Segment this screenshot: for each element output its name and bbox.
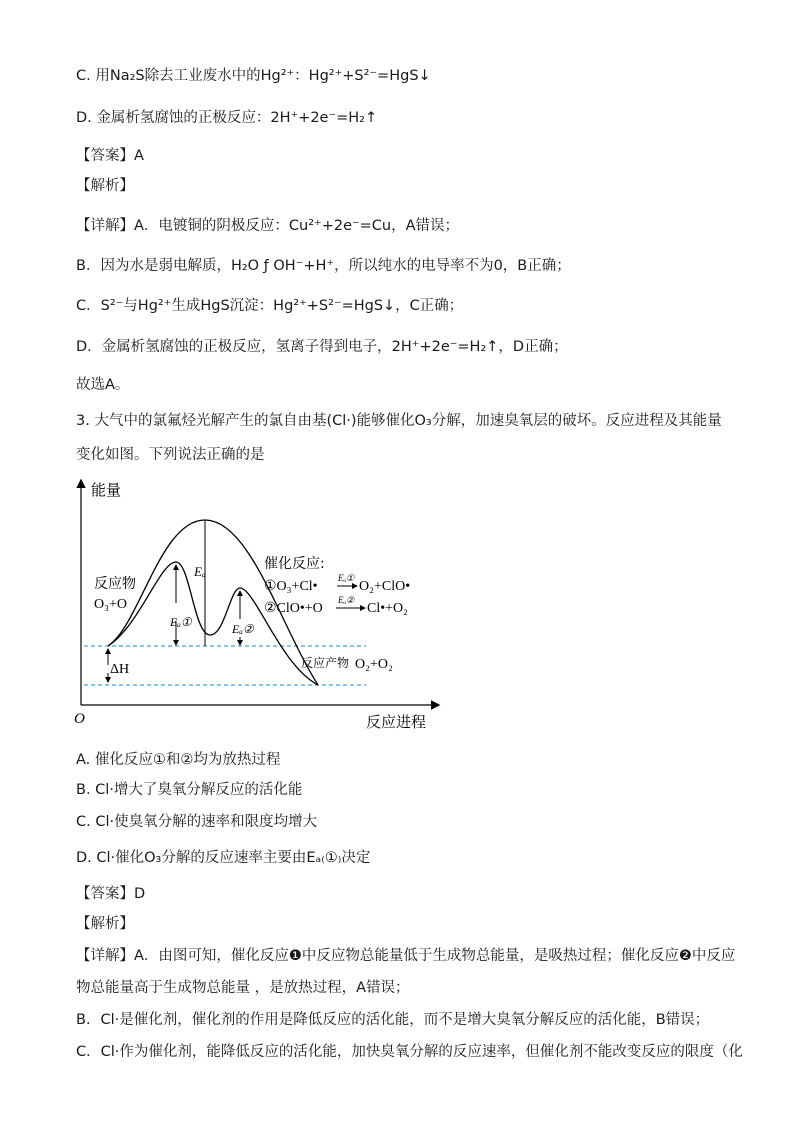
question-2-option-d: D. 金属析氢腐蚀的正极反应：2H⁺+2e⁻=H₂↑ xyxy=(76,110,378,126)
ea1-label: Eₐ① xyxy=(170,615,192,629)
analysis-label-2: 【解析】 xyxy=(76,178,134,194)
origin-label: O xyxy=(74,711,85,727)
ea-label: Eₐ xyxy=(194,564,206,579)
question-3-stem-line-1: 3. 大气中的氯氟烃光解产生的氯自由基(Cl·)能够催化O₃分解，加速臭氧层的破坏。反应进程及其能量 xyxy=(76,413,722,429)
analysis-label-3: 【解析】 xyxy=(76,916,134,932)
x-axis-label: 反应进程 xyxy=(366,713,427,731)
reactant-label: 反应物 xyxy=(94,576,136,592)
ea2-label: Eₐ② xyxy=(232,622,254,636)
detail-2-d: D．金属析氢腐蚀的正极反应，氢离子得到电子，2H⁺+2e⁻=H₂↑，D正确； xyxy=(76,339,568,355)
question-3-option-d: D. Cl·催化O₃分解的反应速率主要由Eₐ₍①₎决定 xyxy=(76,850,371,866)
question-3-option-c: C. Cl·使臭氧分解的速率和限度均增大 xyxy=(76,814,318,830)
answer-label-2: 【答案】A xyxy=(76,148,144,164)
question-3-stem-line-2: 变化如图。下列说法正确的是 xyxy=(76,447,265,463)
reaction-1-left: ①O₃+Cl• xyxy=(264,579,318,594)
detail-3-b: B．Cl·是催化剂，催化剂的作用是降低反应的活化能，而不是增大臭氧分解反应的活化能，B错误； xyxy=(76,1012,710,1028)
detail-3-a-line-1: 【详解】A．由图可知，催化反应❶中反应物总能量低于生成物总能量，是吸热过程；催化反应❷中反应 xyxy=(76,948,736,964)
detail-2-c: C．S²⁻与Hg²⁺生成HgS沉淀：Hg²⁺+S²⁻=HgS↓，C正确； xyxy=(76,298,464,314)
reactant-formula: O₃+O xyxy=(94,597,127,612)
product-formula: O₂+O₂ xyxy=(355,657,393,672)
catalysis-title: 催化反应: xyxy=(264,556,325,572)
conclusion-2: 故选A。 xyxy=(76,377,130,393)
detail-2-a: 【详解】A．电镀铜的阴极反应：Cu²⁺+2e⁻=Cu，A错误； xyxy=(76,218,460,234)
detail-3-c: C．Cl·作为催化剂，能降低反应的活化能，加快臭氧分解的反应速率，但催化剂不能改变反应的限度（化 xyxy=(76,1044,743,1060)
answer-label-3: 【答案】D xyxy=(76,886,146,902)
product-label: 反应产物 xyxy=(301,656,350,670)
reaction-1-arrow-label: Eₐ① xyxy=(338,573,355,583)
reaction-2-right: Cl•+O₂ xyxy=(367,601,409,616)
energy-diagram xyxy=(70,475,450,735)
question-3-option-b: B. Cl·增大了臭氧分解反应的活化能 xyxy=(76,782,303,798)
question-2-option-c: C. 用Na₂S除去工业废水中的Hg²⁺：Hg²⁺+S²⁻=HgS↓ xyxy=(76,68,431,84)
detail-2-b: B．因为水是弱电解质，H₂O ƒ OH⁻+H⁺，所以纯水的电导率不为0，B正确； xyxy=(76,258,571,274)
reaction-2-left: ②ClO•+O xyxy=(264,601,323,616)
dh-label: ΔH xyxy=(110,662,130,677)
reaction-1-right: O₂+ClO• xyxy=(359,579,411,594)
y-axis-label: 能量 xyxy=(91,481,122,499)
reaction-2-arrow-label: Eₐ② xyxy=(338,595,355,605)
detail-3-a-line-2: 物总能量高于生成物总能量 ，是放热过程，A错误； xyxy=(76,980,410,996)
question-3-option-a: A. 催化反应①和②均为放热过程 xyxy=(76,752,281,768)
